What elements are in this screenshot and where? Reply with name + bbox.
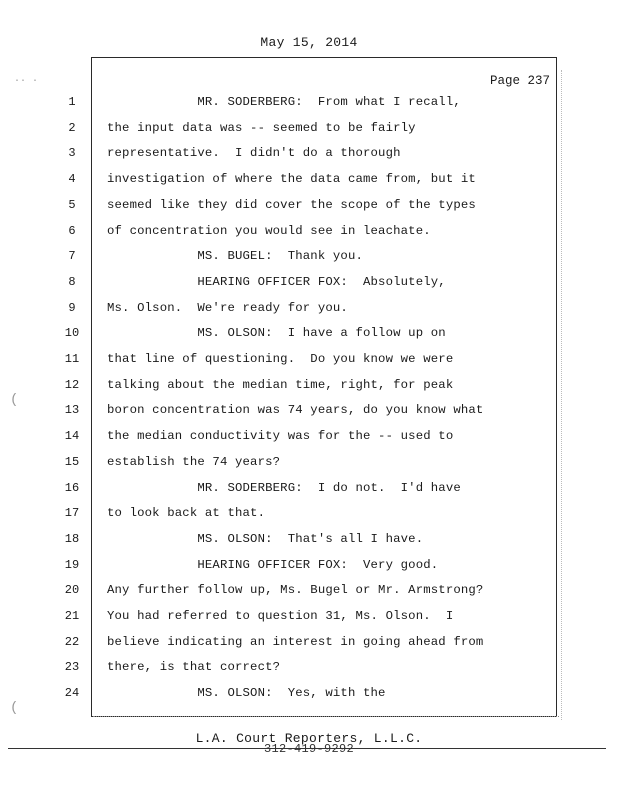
line-text: that line of questioning. Do you know we were xyxy=(107,352,454,366)
line-number: 17 xyxy=(64,506,80,521)
line-text: to look back at that. xyxy=(107,506,266,521)
scan-speck: ( xyxy=(10,392,19,408)
line-text: the median conductivity was for the -- used to xyxy=(107,429,454,444)
line-text: believe indicating an interest in going ahead from xyxy=(107,634,484,649)
court-reporter-phone: 312-419-9292 xyxy=(263,742,354,756)
line-text: there, is that correct? xyxy=(107,660,281,675)
line-number: 14 xyxy=(64,429,80,444)
line-number: 16 xyxy=(64,480,80,495)
line-text: representative. I didn't do a thorough xyxy=(107,146,401,161)
scan-speck: ( xyxy=(10,700,19,716)
line-number: 20 xyxy=(64,583,80,598)
line-number: 21 xyxy=(64,609,80,623)
page-number: Page 237 xyxy=(489,74,550,88)
line-text: MR. SODERBERG: I do not. I'd have xyxy=(107,480,461,495)
line-text: You had referred to question 31, Ms. Olson. I xyxy=(107,609,454,623)
transcript-date: May 15, 2014 xyxy=(260,35,358,50)
line-number: 10 xyxy=(64,326,80,341)
line-text: MS. OLSON: Yes, with the xyxy=(107,686,386,701)
line-text: of concentration you would see in leachate. xyxy=(107,223,431,238)
line-number: 9 xyxy=(68,300,76,315)
line-number: 24 xyxy=(64,686,80,701)
scan-speck: ·· · xyxy=(14,76,39,87)
line-number: 4 xyxy=(68,172,76,187)
line-number: 12 xyxy=(64,377,80,392)
line-text: seemed like they did cover the scope of the types xyxy=(107,197,476,212)
line-text: boron concentration was 74 years, do you know what xyxy=(107,403,484,418)
line-text: talking about the median time, right, for peak xyxy=(107,377,454,392)
line-text: MS. BUGEL: Thank you. xyxy=(107,249,363,264)
scan-edge-artifact xyxy=(561,70,564,720)
line-number: 22 xyxy=(64,634,80,649)
line-text: investigation of where the data came from, but it xyxy=(107,172,476,187)
line-text: Any further follow up, Ms. Bugel or Mr. Armstrong? xyxy=(107,583,484,598)
line-text: establish the 74 years? xyxy=(107,454,281,469)
frame-bottom-artifact xyxy=(93,716,559,720)
line-number: 11 xyxy=(64,352,80,366)
court-reporter-name: L.A. Court Reporters, L.L.C. xyxy=(195,731,423,746)
line-number: 2 xyxy=(68,120,76,135)
line-number: 6 xyxy=(68,223,76,238)
line-number: 19 xyxy=(64,557,80,572)
line-number: 8 xyxy=(68,274,76,289)
line-number: 18 xyxy=(64,531,80,546)
line-number: 5 xyxy=(68,197,76,212)
line-number: 3 xyxy=(68,146,76,161)
line-text: the input data was -- seemed to be fairly xyxy=(107,120,416,135)
line-number: 15 xyxy=(64,454,80,469)
line-text: Ms. Olson. We're ready for you. xyxy=(107,300,348,315)
line-number: 13 xyxy=(64,403,80,418)
line-number: 7 xyxy=(68,249,76,264)
line-text: HEARING OFFICER FOX: Absolutely, xyxy=(107,274,446,289)
line-number: 1 xyxy=(68,95,76,109)
line-text: MS. OLSON: I have a follow up on xyxy=(107,326,446,341)
line-text: HEARING OFFICER FOX: Very good. xyxy=(107,557,439,572)
line-number: 23 xyxy=(64,660,80,675)
line-text: MR. SODERBERG: From what I recall, xyxy=(107,95,461,109)
line-text: MS. OLSON: That's all I have. xyxy=(107,531,424,546)
